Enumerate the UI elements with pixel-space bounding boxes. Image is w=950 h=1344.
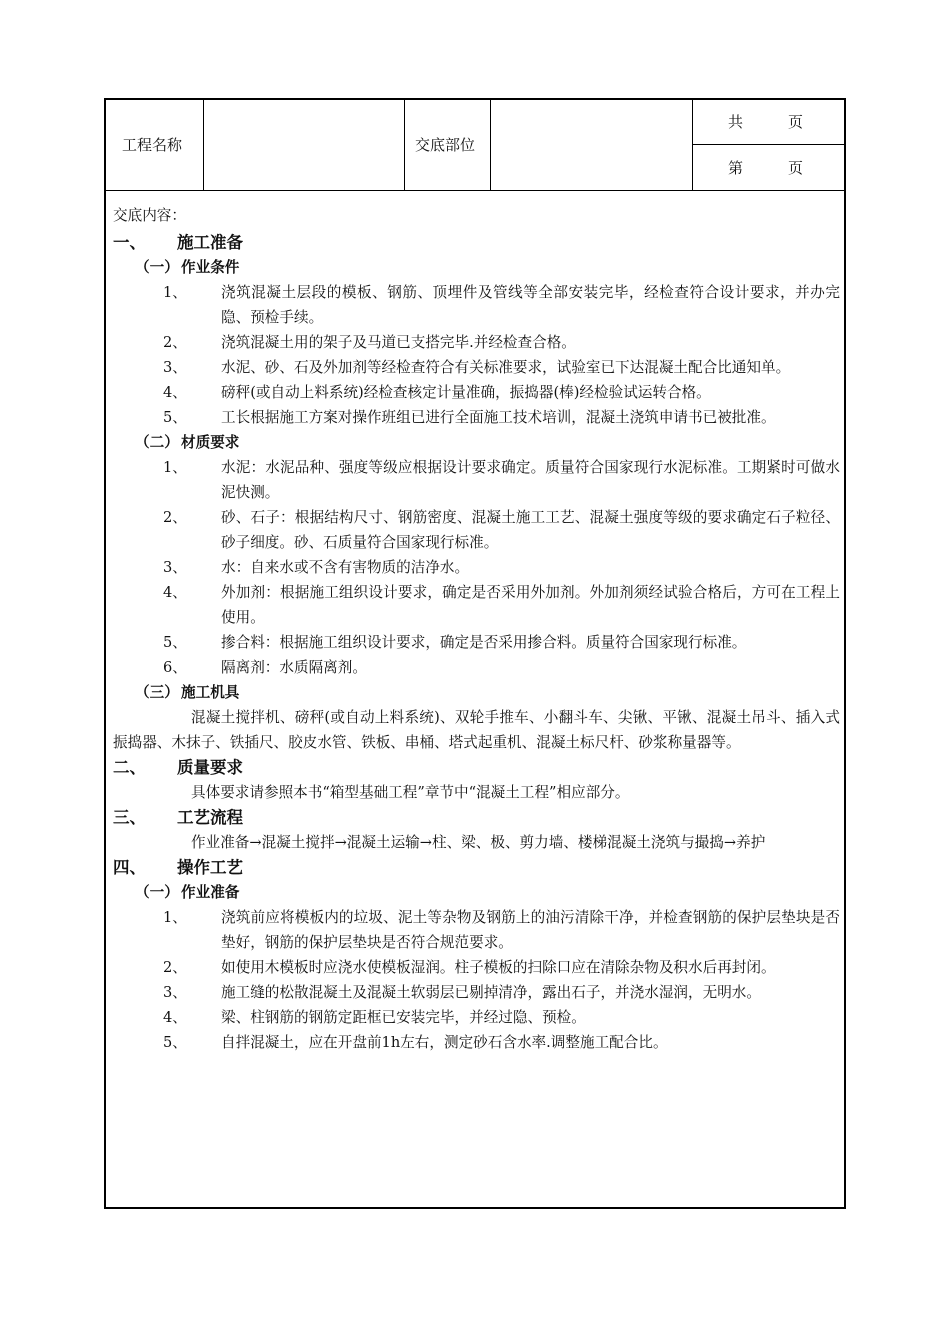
section-number: 二、 <box>113 758 146 777</box>
item-number: 5、 <box>163 409 187 426</box>
header-divider <box>692 144 845 145</box>
list-item <box>113 905 840 955</box>
subsection-heading <box>113 880 840 905</box>
item-text: 浇筑混凝土层段的模板、钢筋、顶埋件及管线等全部安装完毕，经检查符合设计要求，并办完隐、预检手续。 <box>221 284 840 326</box>
item-text: 自拌混凝土，应在开盘前1h左右，测定砂石含水率.调整施工配合比。 <box>221 1034 668 1051</box>
item-number: 4、 <box>163 1009 187 1026</box>
item-text: 磅秤(或自动上料系统)经检查核定计量准确，振捣器(棒)经检验试运转合格。 <box>221 384 711 401</box>
list-item <box>113 555 840 580</box>
subsection-number: （二） <box>135 434 179 451</box>
item-number: 1、 <box>163 284 187 301</box>
item-text: 砂、石子：根据结构尺寸、钢筋密度、混凝土施工工艺、混凝土强度等级的要求确定石子粒径、砂子细度。砂、石质量符合国家现行标准。 <box>221 509 840 551</box>
subsection-title: 施工机具 <box>181 684 240 701</box>
subsection-number: （一） <box>135 884 179 901</box>
item-number: 3、 <box>163 559 187 576</box>
item-text: 掺合料：根据施工组织设计要求，确定是否采用掺合料。质量符合国家现行标准。 <box>221 634 747 651</box>
section-title: 施工准备 <box>177 233 243 252</box>
header-divider <box>404 99 405 191</box>
list-item <box>113 505 840 555</box>
list-item <box>113 655 840 680</box>
list-item <box>113 380 840 405</box>
project-name-label: 工程名称 <box>122 136 183 154</box>
item-text: 水泥：水泥品种、强度等级应根据设计要求确定。质量符合国家现行水泥标准。工期紧时可做水泥快测。 <box>221 459 840 501</box>
item-number: 5、 <box>163 1034 187 1051</box>
section-number: 四、 <box>113 858 146 877</box>
section-heading <box>113 755 840 780</box>
header-bottom-line <box>105 190 845 191</box>
item-number: 6、 <box>163 659 187 676</box>
subsection-title: 作业条件 <box>181 259 240 276</box>
item-number: 2、 <box>163 334 187 351</box>
item-text: 水泥、砂、石及外加剂等经检查符合有关标准要求，试验室已下达混凝土配合比通知单。 <box>221 359 791 376</box>
item-text: 梁、柱钢筋的钢筋定距框已安装完毕，并经过隐、预检。 <box>221 1009 586 1026</box>
subsection-heading <box>113 680 840 705</box>
page-number-label: 第 页 <box>728 159 804 177</box>
total-pages-label: 共 页 <box>728 113 804 131</box>
list-item <box>113 280 840 330</box>
item-number: 5、 <box>163 634 187 651</box>
list-item <box>113 980 840 1005</box>
item-text: 浇筑混凝土用的架子及马道已支搭完毕.并经检查合格。 <box>221 334 576 351</box>
list-item <box>113 455 840 505</box>
section-heading <box>113 805 840 830</box>
item-number: 1、 <box>163 459 187 476</box>
section-heading <box>113 230 840 255</box>
subsection-title: 材质要求 <box>181 434 240 451</box>
item-text: 隔离剂：水质隔离剂。 <box>221 659 367 676</box>
item-number: 2、 <box>163 509 187 526</box>
list-item <box>113 630 840 655</box>
item-number: 1、 <box>163 909 187 926</box>
section-number: 三、 <box>113 808 146 827</box>
location-label: 交底部位 <box>415 136 476 154</box>
list-item <box>113 355 840 380</box>
content-intro: 交底内容： <box>113 207 186 224</box>
list-item <box>113 330 840 355</box>
item-text: 水：自来水或不含有害物质的洁净水。 <box>221 559 470 576</box>
location-field[interactable] <box>500 136 680 154</box>
list-item <box>113 1030 840 1055</box>
item-number: 4、 <box>163 384 187 401</box>
list-item <box>113 955 840 980</box>
section-title: 工艺流程 <box>177 808 243 827</box>
list-item <box>113 1005 840 1030</box>
item-number: 3、 <box>163 359 187 376</box>
item-text: 如使用木模板时应浇水使模板湿润。柱子模板的扫除口应在清除杂物及积水后再封闭。 <box>221 959 776 976</box>
item-number: 3、 <box>163 984 187 1001</box>
item-text: 工长根据施工方案对操作班组已进行全面施工技术培训，混凝土浇筑申请书已被批准。 <box>221 409 776 426</box>
subsection-heading <box>113 255 840 280</box>
section-number: 一、 <box>113 233 146 252</box>
subsection-heading <box>113 430 840 455</box>
subsection-title: 作业准备 <box>181 884 240 901</box>
project-name-field[interactable] <box>215 136 395 154</box>
item-number: 2、 <box>163 959 187 976</box>
paragraph: 作业准备→混凝土搅拌→混凝土运输→柱、梁、极、剪力墙、楼梯混凝土浇筑与撮捣→养护 <box>191 834 766 851</box>
section-heading <box>113 855 840 880</box>
disclosure-content <box>113 205 840 1055</box>
subsection-number: （一） <box>135 259 179 276</box>
list-item <box>113 405 840 430</box>
section-title: 操作工艺 <box>177 858 243 877</box>
item-text: 外加剂：根据施工组织设计要求，确定是否采用外加剂。外加剂须经试验合格后，方可在工程上使用。 <box>221 584 840 626</box>
header-divider <box>490 99 491 191</box>
item-text: 浇筑前应将模板内的垃圾、泥土等杂物及钢筋上的油污清除干净，并检查钢筋的保护层垫块是否垫好，钢筋的保护层垫块是否符合规范要求。 <box>221 909 840 951</box>
paragraph: 混凝土搅拌机、磅秤(或自动上料系统)、双轮手推车、小翻斗车、尖锹、平锹、混凝土吊斗、插入式振捣器、木抹子、铁插尺、胶皮水管、铁板、串桶、塔式起重机、混凝土标尺杆、砂浆称量器等。 <box>113 709 840 751</box>
item-number: 4、 <box>163 584 187 601</box>
paragraph: 具体要求请参照本书“箱型基础工程”章节中“混凝土工程”相应部分。 <box>191 784 630 801</box>
header-divider <box>203 99 204 191</box>
item-text: 施工缝的松散混凝土及混凝土软弱层已剔掉清净，露出石子，并浇水湿润，无明水。 <box>221 984 761 1001</box>
header-divider <box>692 99 693 191</box>
subsection-number: （三） <box>135 684 179 701</box>
list-item <box>113 580 840 630</box>
section-title: 质量要求 <box>177 758 243 777</box>
